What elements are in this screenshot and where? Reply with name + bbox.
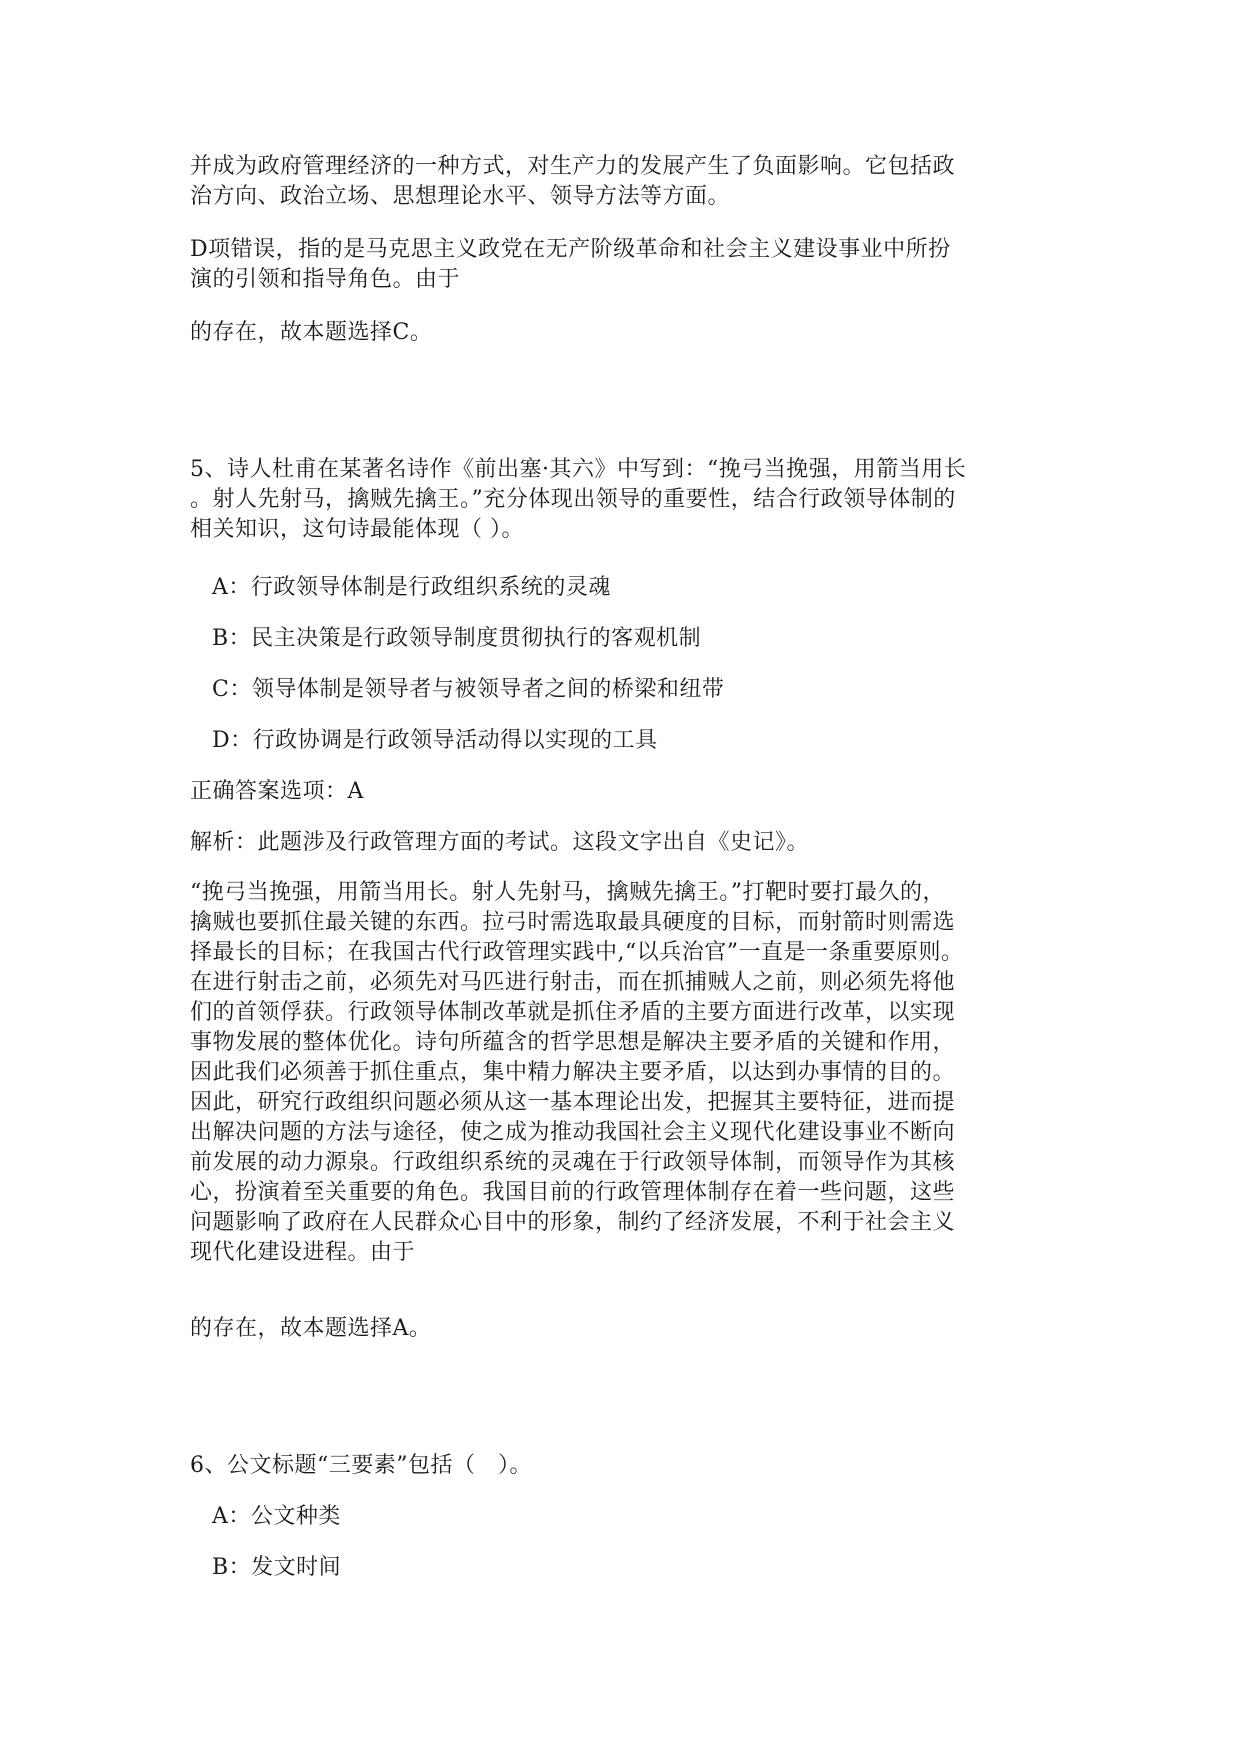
- question-6-option-a: A：公文种类: [212, 1504, 341, 1529]
- question-5-conclusion: 的存在，故本题选择A。: [190, 1316, 432, 1341]
- question-5-analysis: “挽弓当挽强，用箭当用长。射人先射马，擒贼先擒王。”打靶时要打最久的， 擒贼也要抓住最关键的东西。拉弓时需选取最具硬度的目标，而射箭时则需选 择最长的目标；在我国古代行政管理实践中,“以兵治官”一直是一条重要原则。 在进行射击之前，必须先对马匹进行射击，而在抓捕贼人之前，则必须先将他 们的首领俘获。行政领导体制改革就是抓住矛盾的主要方面进行改革，以实现 事物发展的整体优化。诗句所蕴含的哲学思想是解决主要矛盾的关键和作用， 因此我们必须善于抓住重点，集中精力解决主要矛盾，以达到办事情的目的。 因此，研究行政组织问题必须从这一基本理论出发，把握其主要特征，进而提 出解决问题的方法与途径，使之成为推动我国社会主义现代化建设事业不断向 前发展的动力源泉。行政组织系统的灵魂在于行政领导体制，而领导作为其核 心，扮演着至关重要的角色。我国目前的行政管理体制存在着一些问题，这些 问题影响了政府在人民群众心目中的形象，制约了经济发展，不利于社会主义 现代化建设进程。由于: [190, 880, 964, 1265]
- question-5-analysis-intro: 解析：此题涉及行政管理方面的考试。这段文字出自《史记》。: [190, 830, 810, 855]
- question-6-stem: 6、公文标题“三要素”包括（ ）。: [190, 1453, 532, 1478]
- question-5-option-c: C：领导体制是领导者与被领导者之间的桥梁和纽带: [212, 677, 725, 702]
- question-5-stem: 5、诗人杜甫在某著名诗作《前出塞·其六》中写到：“挽弓当挽强，用箭当用长 。射人先射马，擒贼先擒王。”充分体现出领导的重要性，结合行政领导体制的 相关知识，这句诗最能体现（ ）。: [190, 457, 967, 542]
- question-5-answer: 正确答案选项：A: [190, 779, 364, 804]
- question-5-option-a: A：行政领导体制是行政组织系统的灵魂: [212, 575, 611, 600]
- question-5-option-d: D：行政协调是行政领导活动得以实现的工具: [212, 728, 658, 753]
- prev-paragraph-2: D项错误，指的是马克思主义政党在无产阶级革命和社会主义建设事业中所扮 演的引领和指导角色。由于: [190, 237, 951, 292]
- prev-paragraph-1: 并成为政府管理经济的一种方式，对生产力的发展产生了负面影响。它包括政 治方向、政治立场、思想理论水平、领导方法等方面。: [190, 154, 956, 209]
- question-6-option-b: B：发文时间: [212, 1555, 342, 1580]
- prev-conclusion: 的存在，故本题选择C。: [190, 320, 433, 345]
- question-5-option-b: B：民主决策是行政领导制度贯彻执行的客观机制: [212, 626, 702, 651]
